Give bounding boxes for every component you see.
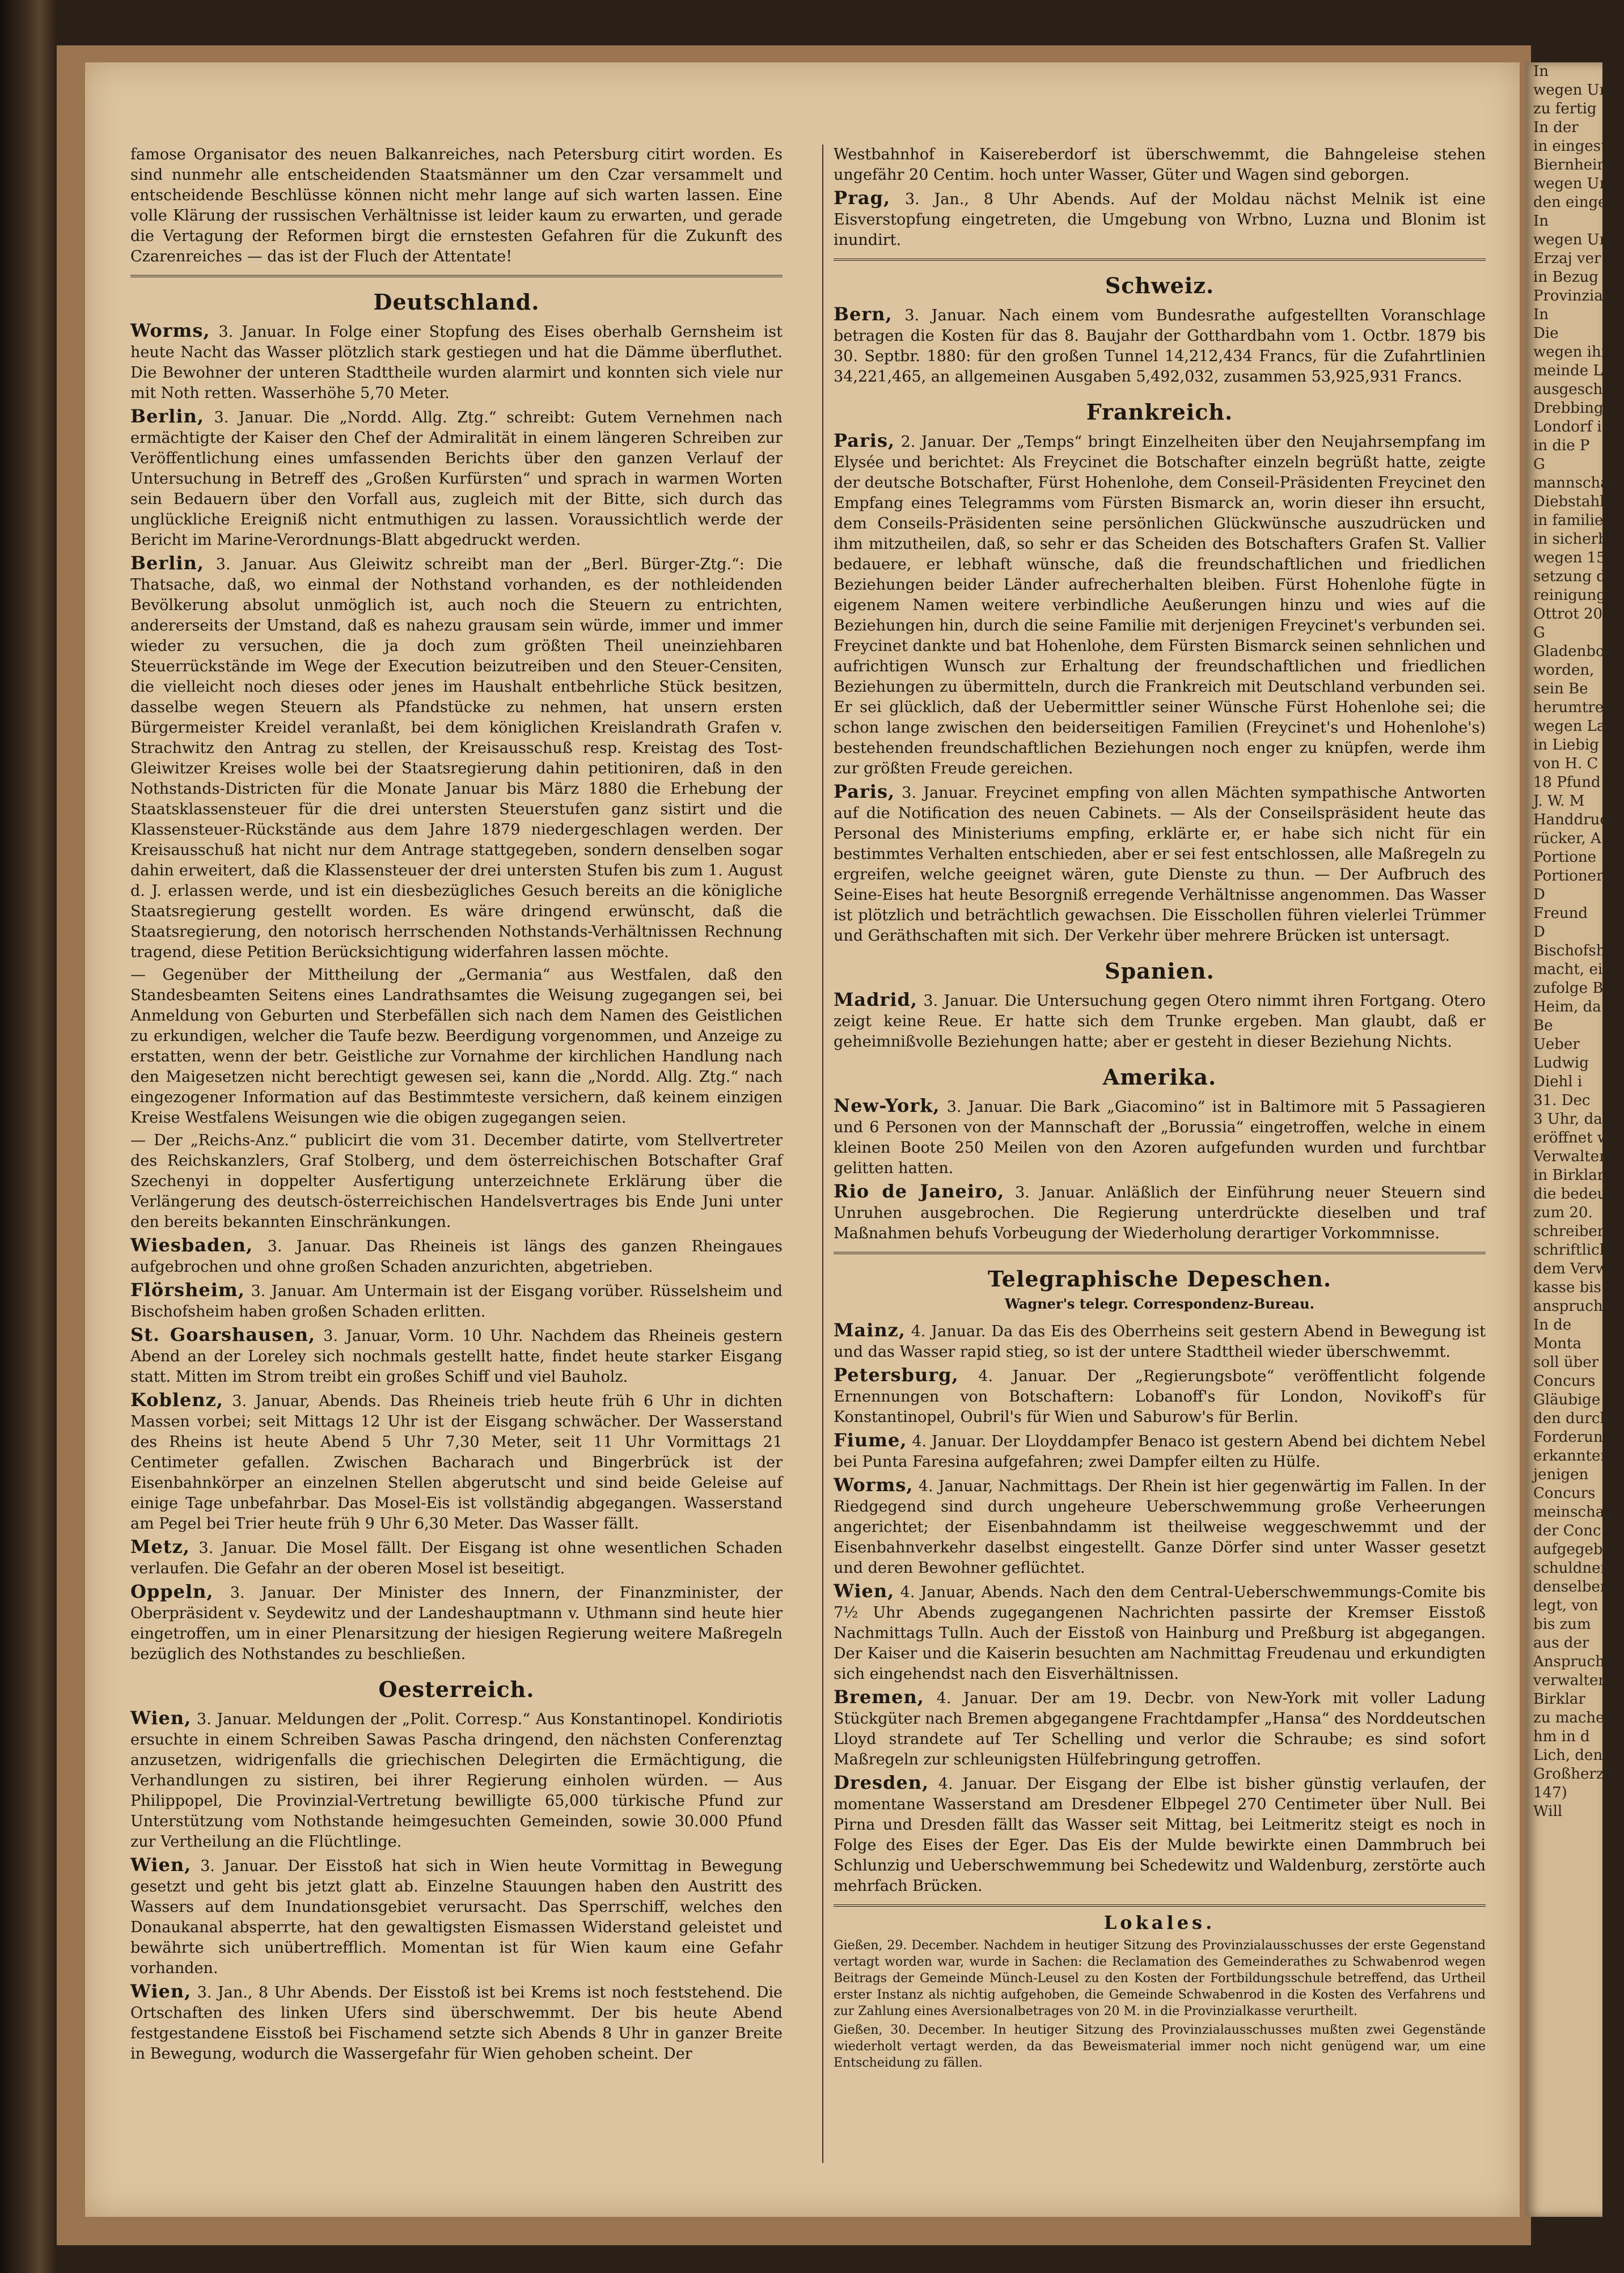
- section-title-amerika: Amerika.: [1102, 1064, 1217, 1090]
- article: [834, 1475, 1486, 1578]
- edge-text-fragment: 147): [1533, 1784, 1567, 1801]
- edge-text-fragment: Heim, da: [1533, 998, 1601, 1015]
- edge-text-fragment: 18 Pfund: [1533, 774, 1601, 791]
- article-body: 3. Januar. Am Untermain ist der Eisgang vorüber. Rüsselsheim und Bischofsheim haben großen Schaden erlitten.: [130, 1282, 783, 1320]
- article: [130, 1581, 783, 1665]
- article-body: 3. Jan., 8 Uhr Abends. Auf der Moldau nächst Melnik ist eine Eisverstopfung eingetreten, die Umgebung von Wrbno, Luzna und Blonim ist inundirt.: [834, 191, 1486, 249]
- article-body: 3. Januar. Freycinet empfing von allen Mächten sympathische Antworten auf die Notification des neuen Cabinets. — Als der Conseilspräsident heute das Personal des Ministeriums empfing, erklärte er, er habe sich nicht für ein bestimmtes Verhalten entschieden, aber er sei fest entschlossen, alle Maßregeln zu ergreifen, welche geeignet wären, gute Dienste zu thun. — Der Aufbruch des Seine-Eises hat heute Besorgniß erregende Verhältnisse angenommen. Das Wasser ist plötzlich und beträchtlich gewachsen. Die Eisschollen führen vielerlei Trümmer und Geräthschaften mit sich. Der Verkehr über mehrere Brücken ist untersagt.: [834, 784, 1486, 945]
- article-body: 3. Januar. Meldungen der „Polit. Corresp.“ Aus Konstantinopel. Kondiriotis ersuchte in einem Schreiben Sawas Pascha dringend, den nächsten Conferenztag anzusetzen, widrigenfalls die griechischen Delegirten die Ermächtigung, die Verhandlungen zu sistiren, bei ihrer Regierung einholen würden. — Aus Philippopel, Die Provinzial-Vertretung bewilligte 65,000 türkische Pfund zur Unterstützung vom Nothstande heimgesuchten Gemeinden, sowie 30.000 Pfund zur Vertheilung an die Flüchtlinge.: [130, 1711, 783, 1851]
- article-madrid: [834, 989, 1486, 1052]
- telegraph-subtitle: Wagner's telegr. Correspondenz-Bureau.: [1005, 1296, 1314, 1312]
- dateline: Rio de Janeiro,: [834, 1180, 1005, 1202]
- dateline: Berlin,: [130, 405, 204, 427]
- edge-text-fragment: Drebbing: [1533, 400, 1604, 417]
- dateline: Wien,: [130, 1980, 192, 2002]
- section-title-telegraph: Telegraphische Depeschen.: [987, 1266, 1332, 1292]
- dateline: Wiesbaden,: [130, 1234, 253, 1256]
- edge-text-fragment: Freund: [1533, 905, 1588, 922]
- dateline: Fiume,: [834, 1429, 907, 1451]
- edge-text-fragment: eröffnet w: [1533, 1129, 1610, 1146]
- edge-text-fragment: G: [1533, 624, 1545, 641]
- edge-text-fragment: von H. C: [1533, 755, 1598, 772]
- article-body: 4. Januar. Da das Eis des Oberrheins seit gestern Abend in Bewegung ist und das Wasser rapid stieg, so ist der untere Stadttheil wieder überschwemmt.: [834, 1323, 1486, 1361]
- edge-text-fragment: D: [1533, 886, 1545, 903]
- edge-text-fragment: D: [1533, 924, 1545, 941]
- edge-text-fragment: Ueber: [1533, 1036, 1580, 1053]
- edge-text-fragment: herumtre: [1533, 699, 1604, 716]
- edge-text-fragment: Biernheim: [1533, 156, 1612, 173]
- article-body: 3. Januar. Die Mosel fällt. Der Eisgang ist ohne wesentlichen Schaden verlaufen. Die Gefahr an der oberen Mosel ist beseitigt.: [130, 1539, 783, 1577]
- edge-text-fragment: Birklar: [1533, 1691, 1585, 1708]
- article-body: 3. Januar. Der Minister des Innern, der Finanzminister, der Oberpräsident v. Seydewitz und der Landeshauptmann v. Uthmann sind heute hier eingetroffen, um in einer Plenarsitzung der hiesigen Regierung weitere Maßregeln bezüglich des Nothstandes zu beschließen.: [130, 1584, 783, 1663]
- edge-text-fragment: legt, von: [1533, 1597, 1598, 1614]
- dateline: Bremen,: [834, 1686, 924, 1708]
- edge-text-fragment: In: [1533, 306, 1549, 323]
- article: [130, 1390, 783, 1534]
- article-body: Gießen, 30. December. In heutiger Sitzung des Provinzialausschusses mußten zwei Gegenstände wiederholt vertagt werden, da das Beweismaterial immer noch nicht genügend war, um eine Entscheidung zu fällen.: [834, 2023, 1486, 2070]
- article: [130, 406, 783, 551]
- edge-text-fragment: mannschaft: [1533, 475, 1621, 492]
- article: [834, 781, 1486, 946]
- edge-text-fragment: Concurs: [1533, 1485, 1596, 1502]
- article: [834, 1581, 1486, 1684]
- edge-text-fragment: Monta: [1533, 1335, 1581, 1352]
- westbahnhof-intro: Westbahnhof in Kaisereberdorf ist überschwemmt, die Bahngeleise stehen ungefähr 20 Centim. hoch unter Wasser, Güter und Wagen sind geborgen.: [834, 146, 1486, 184]
- dateline: St. Goarshausen,: [130, 1324, 316, 1345]
- edge-text-fragment: denselben: [1533, 1578, 1610, 1595]
- article: [834, 1430, 1486, 1472]
- article-body: 3. Januar. Aus Gleiwitz schreibt man der „Berl. Bürger-Ztg.“: Die Thatsache, daß, wo einmal der Nothstand vorhanden, es der nothleidenden Bevölkerung absolut unmöglich ist, auch noch die Steuern zu entrichten, andererseits der Umstand, daß es nahezu grausam sein würde, immer und immer wieder zu versuchen, die ja doch zum größten Theil uneinziehbaren Steuerrückstände im Wege der Execution beizutreiben und den Steuer-Censiten, die vielleicht noch dieses oder jenes im Haushalt entbehrliche Stück besitzen, dasselbe wegen Steuern als Pfandstücke zu nehmen, hat unsern ersten Bürgermeister Kreidel veranlaßt, bei dem königlichen Kreislandrath Grafen v. Strachwitz den Antrag zu stellen, der Kreisausschuß resp. Kreistag des Tost-Gleiwitzer Kreises wolle bei der Staatsregierung dahin petitioniren, daß in den Nothstands-Districten für die Monate Januar bis März 1880 die Erhebung der Staatsklassensteuer für die drei untersten Steuerstufen ganz sistirt und die Klassensteuer-Rückstände aus dem Jahre 1879 niedergeschlagen werden. Der Kreisausschuß hat nicht nur dem Antrage stattgegeben, sondern denselben sogar dahin erweitert, daß die Klassensteuer der drei untersten Stufen bis zum 1. August d. J. erlassen werde, und ist ein diesbezügliches Gesuch bereits an die königliche Staatsregierung gestellt worden. Es wäre dringend erwünscht, daß die Staatsregierung, den notorisch herrschenden Nothstands-Verhältnissen Rechnung tragend, diese Petition Berücksichtigung widerfahren lassen möchte.: [130, 556, 783, 961]
- section-title-oesterreich: Oesterreich.: [378, 1677, 535, 1702]
- article-body: 4. Januar. Der „Regierungsbote“ veröffentlicht folgende Ernennungen von Botschaftern: Lobanoff's für London, Novikoff's für Konstantinopel, Oubril's für Wien und Saburow's für Berlin.: [834, 1368, 1486, 1426]
- article-body: 4. Januar, Nachmittags. Der Rhein ist hier gegenwärtig im Fallen. In der Riedgegend sind durch ungeheure Ueberschwemmung große Verheerungen angerichtet; der Eisenbahndamm ist theilweise weggeschwemmt und der Eisenbahnverkehr daselbst eingestellt. Ganze Dörfer sind unter Wasser gesetzt und deren Bewohner geflüchtet.: [834, 1478, 1486, 1577]
- edge-text-fragment: wegen Unt: [1533, 175, 1615, 192]
- edge-text-fragment: In der: [1533, 119, 1579, 136]
- edge-text-fragment: Forderun: [1533, 1429, 1603, 1446]
- dateline: Wien,: [130, 1707, 192, 1729]
- article: [834, 1181, 1486, 1244]
- edge-text-fragment: soll über: [1533, 1354, 1599, 1371]
- edge-text-fragment: zufolge B: [1533, 980, 1604, 997]
- edge-text-fragment: dem Verw: [1533, 1260, 1608, 1277]
- dateline: Worms,: [834, 1474, 914, 1496]
- amerika-articles: [834, 1095, 1486, 1244]
- dateline: Metz,: [130, 1536, 190, 1557]
- article-body: 3. Januar. In Folge einer Stopfung des Eises oberhalb Gernsheim ist heute Nacht das Wasser plötzlich stark gestiegen und hat die Dämme überfluthet. Die Bewohner der unteren Stadttheile wurden alarmirt und konnten sich viele nur mit Noth retten. Wasserhöhe 5,70 Meter.: [130, 323, 783, 402]
- section-title-frankreich: Frankreich.: [1086, 399, 1233, 425]
- book-binding: [0, 0, 57, 2273]
- edge-text-fragment: wegen Un: [1533, 82, 1609, 99]
- edge-text-fragment: Verwalter: [1533, 1148, 1606, 1165]
- edge-text-fragment: Portione: [1533, 849, 1597, 866]
- section-title-schweiz: Schweiz.: [1105, 273, 1215, 298]
- article: [130, 1708, 783, 1852]
- article: [834, 1687, 1486, 1770]
- edge-text-fragment: G: [1533, 456, 1545, 473]
- edge-text-fragment: 3 Uhr, da: [1533, 1111, 1602, 1128]
- dateline: Flörsheim,: [130, 1279, 245, 1301]
- edge-text-fragment: Erzaj ver: [1533, 250, 1601, 267]
- edge-text-fragment: in eingest: [1533, 138, 1607, 155]
- article: [130, 553, 783, 963]
- lokales-articles: [834, 1937, 1486, 2071]
- dateline: New-York,: [834, 1095, 940, 1116]
- dateline: Bern,: [834, 303, 893, 325]
- edge-text-fragment: die bedeu: [1533, 1186, 1607, 1203]
- article: [834, 1095, 1486, 1179]
- dateline: Petersburg,: [834, 1364, 959, 1386]
- article: [834, 430, 1486, 779]
- edge-text-fragment: in Birklar: [1533, 1167, 1605, 1184]
- edge-text-fragment: in die P: [1533, 437, 1590, 454]
- edge-text-fragment: zum 20.: [1533, 1204, 1593, 1221]
- edge-text-fragment: in sicherb: [1533, 531, 1608, 548]
- edge-text-fragment: sein Be: [1533, 680, 1588, 697]
- edge-text-fragment: zu machen: [1533, 1709, 1614, 1726]
- article: [834, 2022, 1486, 2071]
- edge-text-fragment: aus der: [1533, 1635, 1589, 1652]
- article: [130, 320, 783, 404]
- right-column: [834, 145, 1486, 2073]
- dateline: Wien,: [834, 1580, 895, 1602]
- edge-text-fragment: Ludwig: [1533, 1055, 1589, 1072]
- next-page-edge: [1525, 62, 1624, 2217]
- dateline: Mainz,: [834, 1319, 906, 1341]
- edge-text-fragment: meinde Lo: [1533, 362, 1612, 379]
- edge-text-fragment: erkannter: [1533, 1447, 1608, 1464]
- article: [130, 1537, 783, 1579]
- edge-text-fragment: In de: [1533, 1317, 1572, 1334]
- frankreich-articles: [834, 430, 1486, 946]
- telegraph-articles: [834, 1320, 1486, 1897]
- dateline: Madrid,: [834, 989, 918, 1010]
- article-body: 4. Januar. Der Eisgang der Elbe ist bisher günstig verlaufen, der momentane Wasserstand am Dresdener Elbpegel 270 Centimeter über Null. Bei Pirna und Dresden fällt das Wasser seit Mittag, bei Leitmeritz steigt es noch in Folge des Eises der Eger. Das Eis der Mulde bewirkte einen Dammbruch bei Schlunzig und Ueberschwemmung bei Schedewitz und Waldenburg, zerstörte auch mehrfach Brücken.: [834, 1775, 1486, 1895]
- edge-text-fragment: schreiberei: [1533, 1223, 1618, 1240]
- article: [130, 1324, 783, 1387]
- article: [834, 1320, 1486, 1362]
- edge-text-fragment: in Liebig: [1533, 736, 1599, 754]
- article-body: 3. Jan., 8 Uhr Abends. Der Eisstoß ist bei Krems ist noch feststehend. Die Ortschaften des linken Ufers sind überschwemmt. Der bis heute Abend festgestandene Eisstoß bei Fischamend setzte sich Abends 8 Uhr in ganzer Breite in Bewegung, wodurch die Wassergefahr für Wien gehoben scheint. Der: [130, 1984, 783, 2063]
- section-rule: [130, 275, 783, 277]
- edge-text-fragment: kasse bis: [1533, 1279, 1601, 1296]
- article-body: 3. Januar. Nach einem vom Bundesrathe aufgestellten Voranschlage betragen die Kosten für das 8. Baujahr der Gotthardbahn vom 1. Octbr. 1879 bis 30. Septbr. 1880: für den großen Tunnel 14,212,434 Francs, für die Zufahrtlinien 34,221,465, an allgemeinen Ausgaben 5,492,032, zusammen 53,925,931 Francs.: [834, 307, 1486, 386]
- edge-text-fragment: Handdruck: [1533, 811, 1617, 828]
- section-rule: [834, 259, 1486, 261]
- dateline: Paris,: [834, 430, 895, 451]
- edge-text-fragment: Portioner: [1533, 867, 1604, 884]
- edge-text-fragment: 31. Dec: [1533, 1092, 1591, 1109]
- edge-text-fragment: meinschaft: [1533, 1504, 1616, 1521]
- edge-text-fragment: anspruch: [1533, 1298, 1603, 1315]
- edge-text-fragment: bis zum: [1533, 1616, 1591, 1633]
- article-body: 3. Januar. Das Rheineis ist längs des ganzen Rheingaues aufgebrochen und ohne großen Schaden anzurichten, abgetrieben.: [130, 1238, 783, 1276]
- edge-text-fragment: Die: [1533, 325, 1559, 342]
- section-title-lokales: Lokales.: [1103, 1912, 1216, 1933]
- article-body: — Gegenüber der Mittheilung der „Germania“ aus Westfalen, daß den Standesbeamten Seitens eines Landrathsamtes die Weisung zugegangen sei, bei Anmeldung von Geburten und Sterbefällen sich nach dem Namen des Geistlichen zu erkundigen, welcher die Taufe bezw. Beerdigung vorgenommen, und Anzeige zu erstatten, wenn der betr. Geistliche zur Vornahme der kirchlichen Handlung nach den Maigesetzen nicht berechtigt gewesen sei, kann die „Nordd. Allg. Ztg.“ nach eingezogener Information auf das Bestimmteste versichern, daß keinem einzigen Kreise Westfalens Weisungen wie die obigen zugegangen seien.: [130, 966, 783, 1127]
- article: [130, 1981, 783, 2064]
- dateline: Paris,: [834, 781, 895, 802]
- section-title-deutschland: Deutschland.: [373, 289, 540, 315]
- edge-text-fragment: den eingelj: [1533, 194, 1616, 211]
- edge-text-fragment: Bischofshe: [1533, 942, 1614, 959]
- edge-text-fragment: wegen 15,: [1533, 549, 1611, 566]
- edge-text-fragment: setzung d: [1533, 568, 1606, 585]
- section-rule: [834, 1252, 1486, 1254]
- article-body: 3. Januar. Die Untersuchung gegen Otero nimmt ihren Fortgang. Otero zeigt keine Reue. Er hatte sich dem Trunke ergeben. Man glaubt, daß er geheimnißvolle Beziehungen hatte; aber er gesteht in dieser Beziehung Nichts.: [834, 992, 1486, 1051]
- edge-text-fragment: Großherzog: [1533, 1766, 1622, 1783]
- edge-text-fragment: reinigung: [1533, 587, 1606, 604]
- article-body: — Der „Reichs-Anz.“ publicirt die vom 31. December datirte, vom Stellvertreter des Reichskanzlers, Graf Stolberg, und dem österreichischen Botschafter Graf Szechenyi in doppelter Ausfertigung unterzeichnete Erklärung über die Verlängerung des deutsch-österreichischen Handelsvertrages bis Ende Juni unter den bereits bekannten Einschränkungen.: [130, 1132, 783, 1231]
- edge-text-fragment: Londorf i: [1533, 418, 1602, 435]
- edge-text-fragment: in familie: [1533, 512, 1604, 529]
- edge-text-fragment: den durch: [1533, 1410, 1610, 1427]
- dateline: Dresden,: [834, 1772, 929, 1793]
- edge-text-fragment: Be: [1533, 1017, 1553, 1034]
- edge-text-fragment: zu fertig: [1533, 100, 1597, 117]
- article: [130, 965, 783, 1128]
- edge-text-fragment: ausgeschlos: [1533, 381, 1624, 398]
- edge-text-fragment: Diehl i: [1533, 1073, 1583, 1090]
- edge-text-fragment: macht, ein: [1533, 961, 1612, 978]
- edge-text-fragment: Diebstahl: [1533, 493, 1605, 510]
- edge-text-fragment: worden,: [1533, 662, 1595, 679]
- dateline: Koblenz,: [130, 1389, 223, 1411]
- edge-text-fragment: der Conc: [1533, 1522, 1601, 1539]
- article: [130, 1280, 783, 1322]
- edge-text-fragment: In: [1533, 63, 1549, 80]
- edge-text-fragment: In: [1533, 213, 1549, 230]
- section-title-spanien: Spanien.: [1105, 958, 1215, 984]
- article-body: 3. Januar, Abends. Das Rheineis trieb heute früh 6 Uhr in dichten Massen vorbei; seit Mittags 12 Uhr ist der Eisgang schwächer. Der Wasserstand des Rheins ist heute Abend 5 Uhr 7,30 Meter, seit 11 Uhr Vormittags 21 Centimeter gefallen. Zwischen Bacharach und Bingerbrück ist der Eisenbahnkörper an einzelnen Stellen abgerutscht und sind beide Geleise auf einige Tage unbefahrbar. Das Mosel-Eis ist vollständig abgegangen. Wasserstand am Pegel bei Trier heute früh 9 Uhr 6,30 Meter. Das Wasser fällt.: [130, 1392, 783, 1533]
- article-body: 3. Januar. Der Eisstoß hat sich in Wien heute Vormittag in Bewegung gesetzt und geht bis jetzt glatt ab. Einzelne Stauungen haben den Austritt des Wassers auf dem Inundationsgebiet verursacht. Das Sperrschiff, welches den Donaukanal absperrte, hat den gewaltigsten Eismassen Widerstand geleistet und bewährte sich unübertrefflich. Momentan ist für Wien kaum eine Gefahr vorhanden.: [130, 1857, 783, 1977]
- edge-text-fragment: verwalter: [1533, 1672, 1605, 1689]
- dateline: Worms,: [130, 320, 210, 341]
- oesterreich-articles: [130, 1708, 783, 2064]
- article-body: 3. Januar. Anläßlich der Einführung neuer Steuern sind Unruhen ausgebrochen. Die Regierung unterdrückte dieselben und traf Maßnahmen behufs Vorbeugung der Wiederholung derartiger Vorkommnisse.: [834, 1184, 1486, 1242]
- edge-text-fragment: rücker, A: [1533, 830, 1601, 847]
- article-body: 4. Januar. Der am 19. Decbr. von New-York mit voller Ladung Stückgüter nach Bremen abgegangene Frachtdampfer „Hansa“ des Norddeutschen Lloyd strandete auf Ter Schelling und verlor die Schraube; es sind sofort Maßregeln zur schleunigsten Hülfebringung getroffen.: [834, 1690, 1486, 1768]
- edge-text-fragment: Gläubige: [1533, 1391, 1601, 1408]
- article-body: 4. Januar, Abends. Nach den dem Central-Ueberschwemmungs-Comite bis 7½ Uhr Abends zugegangenen Nachrichten passirte der Kremser Eisstoß Nachmittags Tulln. Auch der Eisstoß von Hainburg und Preßburg ist abgegangen. Der Kaiser und die Kaiserin besuchten am Nachmittag Freudenau und erkundigten sich eingehendst nach den Eisverhältnissen.: [834, 1584, 1486, 1683]
- dateline: Berlin,: [130, 552, 204, 574]
- edge-text-fragment: Ottrot 20: [1533, 606, 1603, 623]
- article: [130, 1235, 783, 1277]
- article-body: 3. Januar. Die Bark „Giacomino“ ist in Baltimore mit 5 Passagieren und 6 Personen von der Mannschaft der „Borussia“ eingetroffen, welche in einem kleinen Boote 250 Meilen von den Azoren aufgefunden wurden und furchtbar gelitten hatten.: [834, 1098, 1486, 1177]
- article: [130, 1855, 783, 1979]
- russia-intro: famose Organisator des neuen Balkanreiches, nach Petersburg citirt worden. Es sind nunmehr alle entscheidenden Staatsmänner um den Czar versammelt und entscheidende Beschlüsse können nicht mehr lange auf sich warten lassen. Eine volle Klärung der russischen Verhältnisse ist leider kaum zu erwarten, und gerade die Vertagung der Reformen birgt die ernstesten Gefahren für die Zukunft des Czarenreiches — das ist der Fluch der Attentate!: [130, 146, 783, 265]
- article-prag: [834, 188, 1486, 251]
- edge-text-fragment: in Bezug: [1533, 269, 1598, 286]
- edge-text-fragment: Lich, den: [1533, 1747, 1603, 1764]
- left-column: [130, 145, 783, 2067]
- article-bern: [834, 304, 1486, 387]
- dateline: Oppeln,: [130, 1581, 214, 1602]
- article-body: 2. Januar. Der „Temps“ bringt Einzelheiten über den Neujahrsempfang im Elysée und berichtet: Als Freycinet die Botschafter einzeln begrüßt hatte, zeigte der deutsche Botschafter, Fürst Hohenlohe, dem Conseil-Präsidenten Freycinet den Empfang eines Telegramms vom Fürsten Bismarck an, worin dieser ihn ersucht, dem Conseils-Präsidenten seine persönlichen Glückwünsche auszudrücken und ihm mitzutheilen, daß, so sehr er das Scheiden des Botschafters Grafen St. Vallier bedauere, er lebhaft wünsche, daß die freundschaftlichen und friedlichen Beziehungen beider Länder aufrecherhalten bleiben. Fürst Hohenlohe fügte in eigenem Namen weitere verbindliche Aeußerungen hinzu und wies auf die Beziehungen hin, durch die seine Familie mit derjenigen Freycinet's verbunden sei. Freycinet dankte und bat Hohenlohe, dem Fürsten Bismarck seinen sehnlichen und aufrichtigen Wunsch zur Erhaltung der freundschaftlichen und friedlichen Beziehungen zu übermitteln, durch die Frankreich mit Deutschland verbunden sei. Er sei glücklich, daß der Uebermittler seiner Wünsche Fürst Hohenlohe sei; die schon lange zwischen den beiderseitigen Familien (Freycinet's und Hohenlohe's) bestehenden freundschaftlichen Beziehungen noch enger zu knüpfen, werde ihm zur größten Freude gereichen.: [834, 433, 1486, 777]
- section-rule: [834, 1904, 1486, 1907]
- article-body: 3. Januar. Die „Nordd. Allg. Ztg.“ schreibt: Gutem Vernehmen nach ermächtigte der Kaiser den Chef der Admiralität in einem längeren Schreiben zur Veröffentlichung eines umfassenden Berichts über den ganzen Verlauf der Untersuchung in Betreff des „Großen Kurfürsten“ und sprach in warmen Worten sein Bedauern über den Vorfall aus, zugleich mit der Bitte, sich durch das unglückliche Ereigniß nicht entmuthigen zu lassen. Voraussichtlich werde der Bericht im Marine-Verordnungs-Blatt abgedruckt werden.: [130, 409, 783, 549]
- edge-text-fragment: aufgegebe: [1533, 1541, 1612, 1558]
- article-body: Gießen, 29. December. Nachdem in heutiger Sitzung des Provinzialausschusses der erste Gegenstand vertagt worden war, wurde in Sachen: die Reclamation des Gemeinderathes zu Schwabenrod wegen Beitrags der Gemeinde Münch-Leusel zu den Kosten der Fortbildungsschule betreffend, das Urtheil erster Instanz als nichtig aufgehoben, die Gemeinde Schwabenrod in die Kosten des Verfahrens und zur Zahlung eines Aversionalbetrages von 20 M. in die Provinzialkasse verurtheilt.: [834, 1938, 1486, 2018]
- edge-text-fragment: Gladenbo: [1533, 643, 1605, 660]
- dateline: Prag,: [834, 187, 891, 209]
- article-body: 3. Januar, Vorm. 10 Uhr. Nachdem das Rheineis gestern Abend an der Loreley sich nochmals gestellt hatte, findet heute starker Eisgang statt. Mitten im Strom treibt ein großes Schiff und viel Bauholz.: [130, 1327, 783, 1386]
- edge-text-fragment: schriftlich: [1533, 1242, 1609, 1259]
- article: [834, 1937, 1486, 2020]
- edge-text-fragment: Provinzial: [1533, 287, 1608, 304]
- article: [130, 1131, 783, 1233]
- edge-text-fragment: wegen La: [1533, 718, 1606, 735]
- deutschland-articles: [130, 320, 783, 1665]
- edge-text-fragment: Will: [1533, 1803, 1563, 1820]
- dateline: Wien,: [130, 1854, 192, 1876]
- edge-text-fragment: jenigen: [1533, 1466, 1589, 1483]
- edge-text-fragment: Concurs: [1533, 1373, 1596, 1390]
- edge-text-fragment: J. W. M: [1533, 793, 1585, 810]
- column-rule: [822, 145, 823, 2163]
- article: [834, 1365, 1486, 1428]
- edge-text-fragment: Anspruch: [1533, 1653, 1605, 1670]
- article-body: 4. Januar. Der Lloyddampfer Benaco ist gestern Abend bei dichtem Nebel bei Punta Faresina aufgefahren; zwei Dampfer eilten zu Hülfe.: [834, 1433, 1486, 1471]
- edge-text-fragment: wegen Unt: [1533, 231, 1615, 248]
- edge-text-fragment: hm in d: [1533, 1728, 1590, 1745]
- edge-text-fragment: schuldner: [1533, 1560, 1608, 1577]
- article: [834, 1772, 1486, 1897]
- edge-text-fragment: wegen ihre: [1533, 344, 1617, 361]
